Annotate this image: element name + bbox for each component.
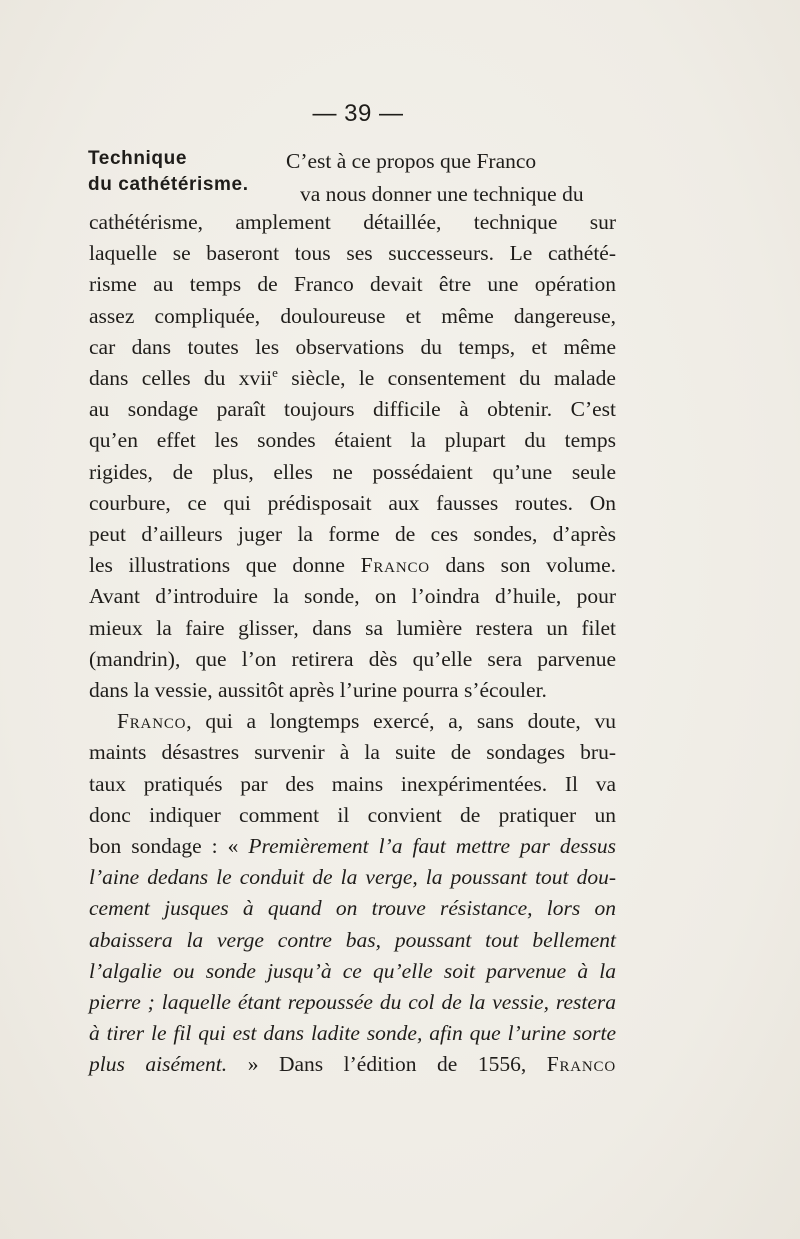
quotation-line: l’aine dedans le conduit de la verge, la poussant tout dou- [89, 865, 616, 890]
body-text [89, 207, 616, 1081]
text-line: laquelle se baseront tous ses successeurs. Le cathété- [89, 241, 616, 266]
text-line: courbure, ce qui prédisposait aux fausses routes. On [89, 490, 616, 515]
margin-note [88, 146, 278, 198]
margin-note-line-1: Technique [88, 148, 187, 169]
page-number: — 39 — [312, 100, 404, 127]
text-line: cathétérisme, amplement détaillée, technique sur [89, 210, 616, 234]
text-line: risme au temps de Franco devait être une opération [89, 272, 616, 297]
text-line: au sondage paraît toujours difficile à obtenir. C’est [89, 397, 616, 422]
text-fragment: , qui a longtemps exercé, a, sans doute, vu [186, 709, 616, 734]
text-line: peut d’ailleurs juger la forme de ces sondes, d’après [89, 522, 616, 547]
text-line [89, 831, 616, 862]
text-line: car dans toutes les observations du temps, et même [89, 334, 616, 359]
quotation: plus aisément. [89, 1052, 228, 1077]
text-line: Avant d’introduire la sonde, on l’oindra d’huile, pour [89, 584, 616, 609]
quotation: Premièrement l’a faut mettre par dessus [248, 834, 616, 859]
superscript: e [272, 364, 278, 380]
text-line: donc indiquer comment il convient de pratiquer un [89, 802, 616, 827]
text-fragment: les illustrations que donne [89, 553, 361, 578]
quotation-line: cement jusques à quand on trouve résistance, lors on [89, 896, 616, 921]
text-line: (mandrin), que l’on retirera dès qu’elle sera parvenue [89, 646, 616, 671]
quotation-line: pierre ; laquelle étant repoussée du col de la vessie, restera [89, 990, 616, 1015]
text-line: assez compliquée, douloureuse et même dangereuse, [89, 303, 616, 328]
text-line [89, 706, 616, 737]
paragraph-opening [286, 146, 616, 210]
author-name: Franco [117, 709, 187, 734]
text-line: taux pratiqués par des mains inexpérimentées. Il va [89, 771, 616, 796]
author-name: Franco [360, 553, 430, 578]
quotation-line: abaissera la verge contre bas, poussant tout bellement [89, 927, 616, 952]
text-line: mieux la faire glisser, dans sa lumière restera un filet [89, 615, 616, 640]
text-line [89, 550, 616, 581]
text-line: dans la vessie, aussitôt après l’urine pourra s’écouler. [89, 678, 547, 703]
text-fragment: bon sondage : « [89, 834, 249, 859]
text-line [89, 1049, 616, 1080]
quotation-line: à tirer le fil qui est dans ladite sonde, afin que l’urine sorte [89, 1021, 616, 1046]
text-line [89, 363, 616, 394]
text-fragment: siècle, le consentement du malade [277, 366, 616, 391]
text-fragment: » Dans l’édition de 1556, [227, 1052, 547, 1077]
text-line: C’est à ce propos que Franco [286, 149, 537, 173]
text-line: va nous donner une technique du [300, 182, 584, 206]
margin-note-line-2: du cathétérisme. [88, 174, 249, 195]
quotation-line: l’algalie ou sonde jusqu’à ce qu’elle soit parvenue à la [89, 958, 616, 983]
text-line: maints désastres survenir à la suite de sondages bru- [89, 740, 616, 765]
text-fragment: dans celles du xvii [89, 366, 273, 391]
text-line: rigides, de plus, elles ne possédaient qu’une seule [89, 459, 616, 484]
author-name: Franco [546, 1052, 616, 1077]
text-line: qu’en effet les sondes étaient la plupart du temps [89, 428, 616, 453]
text-fragment: dans son volume. [429, 553, 616, 578]
